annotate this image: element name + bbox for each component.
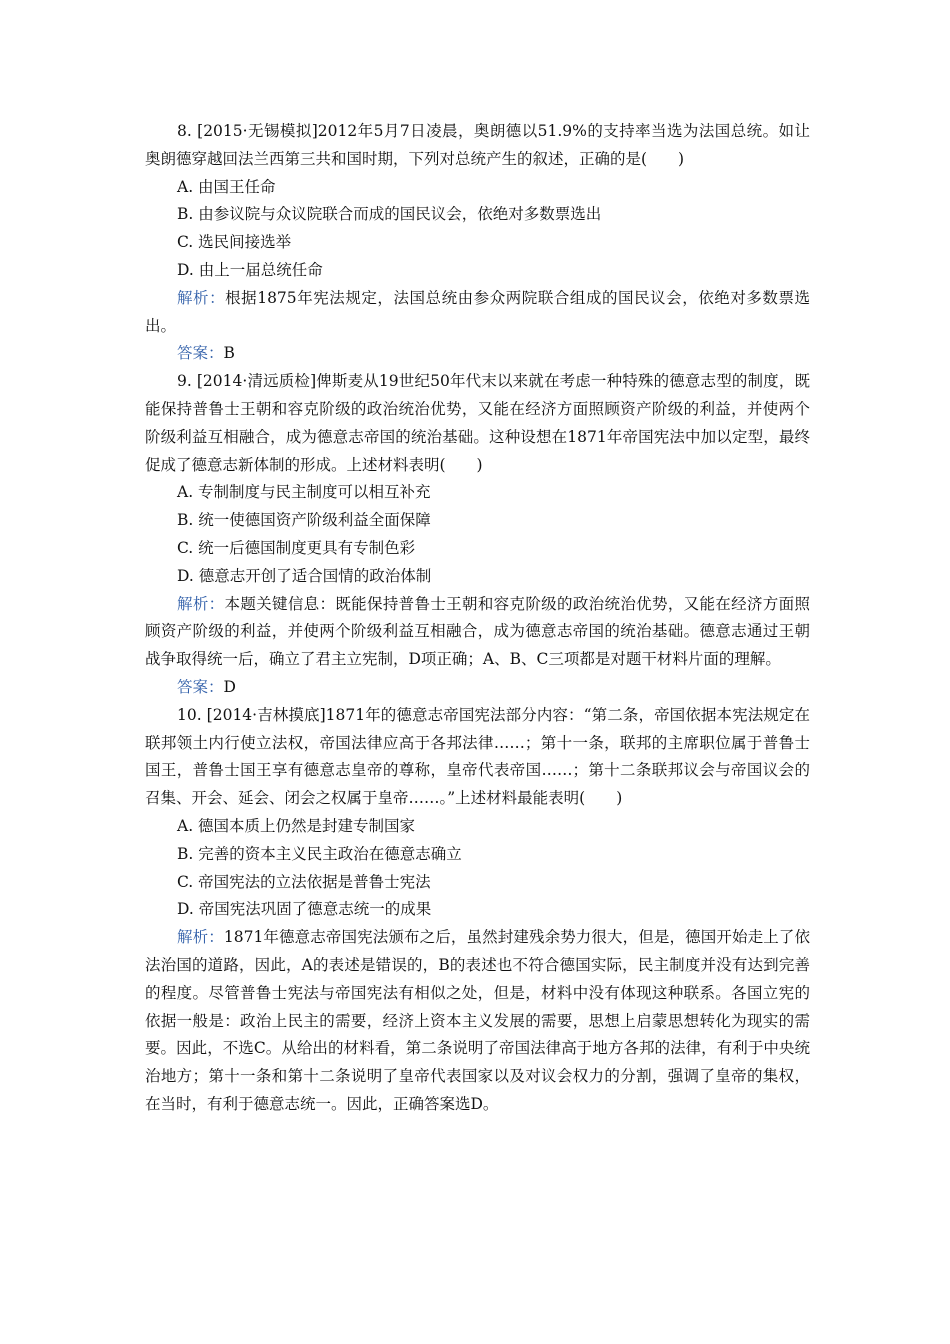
option-d: D. 由上一届总统任命 <box>177 260 323 279</box>
answer <box>145 674 810 702</box>
option-d: D. 帝国宪法巩固了德意志统一的成果 <box>177 900 432 919</box>
question-9 <box>145 368 810 702</box>
analysis-text: 根据1875年宪法规定，法国总统由参众两院联合组成的国民议会，依绝对多数票选出。 <box>145 288 810 335</box>
analysis <box>145 924 810 1119</box>
analysis <box>145 591 810 674</box>
option-b: B. 由参议院与众议院联合而成的国民议会，依绝对多数票选出 <box>177 205 602 224</box>
analysis <box>145 285 810 341</box>
answer-label: 答案： <box>177 344 224 363</box>
question-stem: 8. [2015·无锡模拟]2012年5月7日凌晨，奥朗德以51.9%的支持率当选为法国总统。如让奥朗德穿越回法兰西第三共和国时期，下列对总统产生的叙述，正确的是( ) <box>145 122 810 168</box>
option-c: C. 帝国宪法的立法依据是普鲁士宪法 <box>177 872 431 891</box>
option-a: A. 由国王任命 <box>177 177 276 196</box>
analysis-text: 本题关键信息：既能保持普鲁士王朝和容克阶级的政治统治优势，又能在经济方面照顾资产阶级的利益，并使两个阶级利益互相融合，成为德意志帝国的统治基础。德意志通过王朝战争取得统一后，确立了君主立宪制，D项正确；A、B、C三项都是对题干材料片面的理解。 <box>145 594 810 669</box>
answer-value: D <box>223 677 236 696</box>
question-10 <box>145 702 810 1119</box>
answer-value: B <box>223 344 235 363</box>
option-d: D. 德意志开创了适合国情的政治体制 <box>177 566 432 585</box>
analysis-label: 解析： <box>177 288 226 307</box>
option-b: B. 统一使德国资产阶级利益全面保障 <box>177 511 431 530</box>
analysis-label: 解析： <box>177 594 225 613</box>
option-b: B. 完善的资本主义民主政治在德意志确立 <box>177 844 462 863</box>
question-stem: 10. [2014·吉林摸底]1871年的德意志帝国宪法部分内容：“第二条，帝国依据本宪法规定在联邦领土内行使立法权，帝国法律应高于各邦法律……；第十一条，联邦的主席职位属于普鲁士国王，普鲁士国王享有德意志皇帝的尊称，皇帝代表帝国……；第十二条联邦议会与帝国议会的召集、开会、延会、闭会之权属于皇帝……。”上述材料最能表明( ) <box>145 705 810 808</box>
analysis-label: 解析： <box>177 928 224 947</box>
option-c: C. 选民间接选举 <box>177 233 292 252</box>
question-8 <box>145 118 810 368</box>
document-page <box>145 118 810 1119</box>
option-c: C. 统一后德国制度更具有专制色彩 <box>177 538 416 557</box>
option-a: A. 德国本质上仍然是封建专制国家 <box>177 816 416 835</box>
answer-label: 答案： <box>177 677 224 696</box>
question-stem: 9. [2014·清远质检]俾斯麦从19世纪50年代末以来就在考虑一种特殊的德意志型的制度，既能保持普鲁士王朝和容克阶级的政治统治优势，又能在经济方面照顾资产阶级的利益，并使两个阶级利益互相融合，成为德意志帝国的统治基础。这种设想在1871年帝国宪法中加以定型，最终促成了德意志新体制的形成。上述材料表明( ) <box>145 372 810 474</box>
answer <box>145 340 810 368</box>
option-a: A. 专制制度与民主制度可以相互补充 <box>177 483 431 502</box>
analysis-text: 1871年德意志帝国宪法颁布之后，虽然封建残余势力很大，但是，德国开始走上了依法治国的道路，因此，A的表述是错误的，B的表述也不符合德国实际，民主制度并没有达到完善的程度。尽管普鲁士宪法与帝国宪法有相似之处，但是，材料中没有体现这种联系。各国立宪的依据一般是：政治上民主的需要，经济上资本主义发展的需要，思想上启蒙思想转化为现实的需要。因此，不选C。从给出的材料看，第二条说明了帝国法律高于地方各邦的法律，有利于中央统治地方；第十一条和第十二条说明了皇帝代表国家以及对议会权力的分割，强调了皇帝的集权，在当时，有利于德意志统一。因此，正确答案选D。 <box>145 928 810 1113</box>
